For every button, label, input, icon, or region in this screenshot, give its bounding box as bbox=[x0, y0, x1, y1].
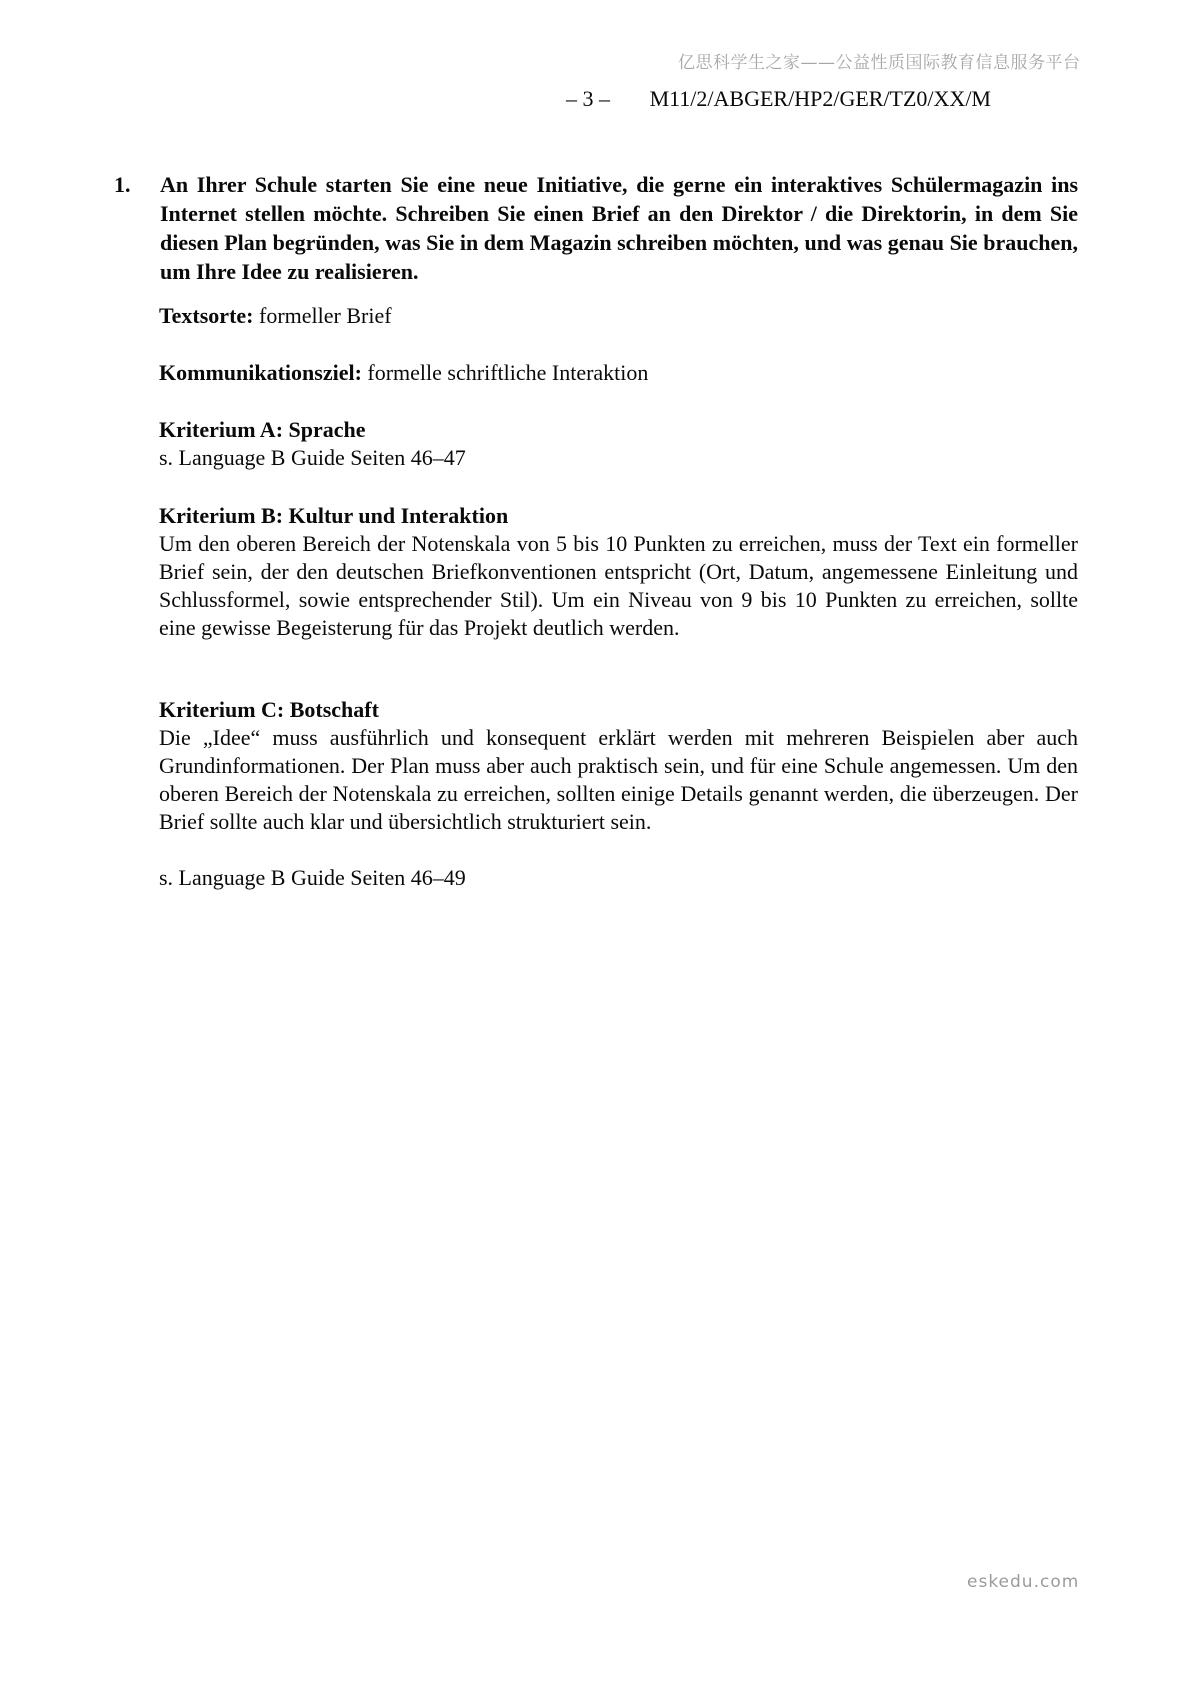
section-textsorte bbox=[159, 302, 1078, 330]
kommunikationsziel-label: Kommunikationsziel: bbox=[159, 360, 362, 385]
section-kriterium-b bbox=[159, 502, 1078, 642]
top-watermark: 亿思科学生之家——公益性质国际教育信息服务平台 bbox=[678, 53, 1081, 73]
section-kriterium-c bbox=[159, 696, 1078, 836]
section-kommunikationsziel bbox=[159, 359, 1078, 387]
question-number: 1. bbox=[114, 172, 131, 197]
guide-reference bbox=[159, 864, 1078, 892]
question-text: An Ihrer Schule starten Sie eine neue Initiative, die gerne ein interaktives Schülermagazin ins Internet stellen möchte. Schreiben Sie einen Brief an den Direktor / die Direktorin, in dem Sie diesen Plan begründen, was Sie in dem Magazin schreiben möchten, und was genau Sie brauchen, um Ihre Idee zu realisieren. bbox=[160, 172, 1078, 284]
kriterium-b-heading: Kriterium B: Kultur und Interaktion bbox=[159, 503, 509, 528]
textsorte-value: formeller Brief bbox=[259, 303, 392, 328]
kriterium-c-body: Die „Idee“ muss ausführlich und konsequent erklärt werden mit mehreren Beispielen aber auch Grundinformationen. Der Plan muss aber auch praktisch sein, und für eine Schule angemessen. Um den oberen Bereich der Notenskala zu erreichen, sollten einige Details genannt werden, die überzeugen. Der Brief sollte auch klar und übersichtlich strukturiert sein. bbox=[159, 725, 1078, 834]
kriterium-b-body: Um den oberen Bereich der Notenskala von 5 bis 10 Punkten zu erreichen, muss der Text ein formeller Brief sein, der den deutschen Briefkonventionen entspricht (Ort, Datum, angemessene Einleitung und Schlussformel, sowie entsprechender Stil). Um ein Niveau von 9 bis 10 Punkten zu erreichen, sollte eine gewisse Begeisterung für das Projekt deutlich werden. bbox=[159, 531, 1078, 640]
kriterium-a-body: s. Language B Guide Seiten 46–47 bbox=[159, 445, 466, 470]
section-kriterium-a bbox=[159, 416, 1078, 472]
page-number: – 3 – bbox=[566, 86, 610, 111]
kriterium-a-heading: Kriterium A: Sprache bbox=[159, 417, 366, 442]
textsorte-label: Textsorte: bbox=[159, 303, 254, 328]
paper-code: M11/2/ABGER/HP2/GER/TZ0/XX/M bbox=[649, 86, 991, 111]
kommunikationsziel-value: formelle schriftliche Interaktion bbox=[367, 360, 649, 385]
kriterium-c-heading: Kriterium C: Botschaft bbox=[159, 697, 379, 722]
question-1 bbox=[114, 170, 1078, 286]
bottom-watermark: eskedu.com bbox=[967, 1572, 1080, 1592]
guide-reference-text: s. Language B Guide Seiten 46–49 bbox=[159, 865, 466, 890]
